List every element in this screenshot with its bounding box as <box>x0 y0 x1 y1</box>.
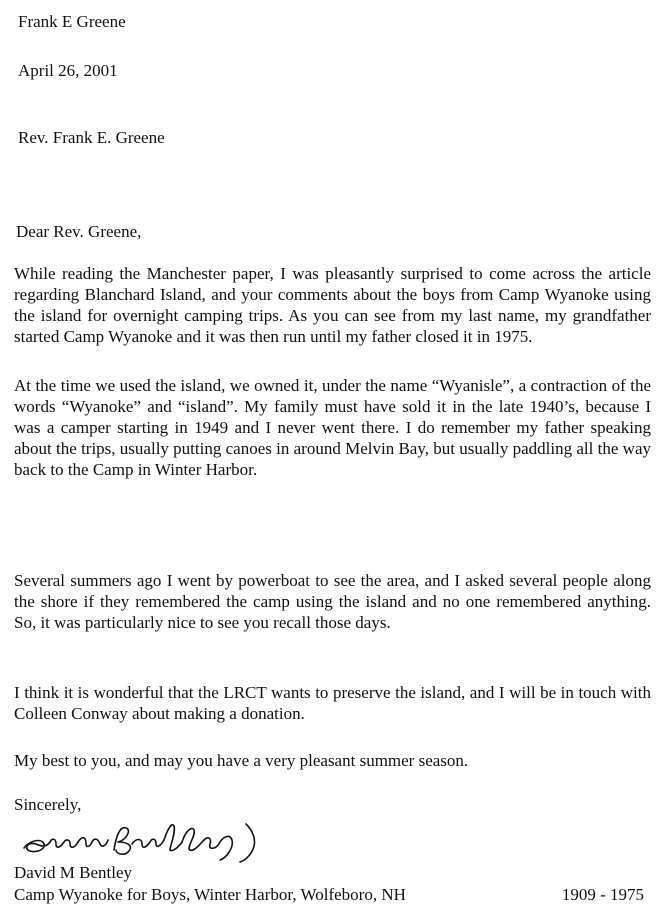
paragraph-2: At the time we used the island, we owned it, under the name “Wyanisle”, a contraction of the words “Wyanoke” and “island”. My family must have sold it in the late 1940’s, because I was a camper starting in 1949 and I never went there. I do remember my father speaking about the trips, usually putting canoes in around Melvin Bay, but usually paddling all the way back to the Camp in Winter Harbor. <box>14 376 651 479</box>
letter-date: April 26, 2001 <box>18 61 118 80</box>
salutation: Dear Rev. Greene, <box>16 222 142 241</box>
letterhead-footer <box>14 884 644 905</box>
typed-signature-name: David M Bentley <box>14 863 133 882</box>
handwritten-signature <box>20 814 270 866</box>
paragraph-4: I think it is wonderful that the LRCT wants to preserve the island, and I will be in touch with Colleen Conway about making a donation. <box>14 683 651 723</box>
camp-years: 1909 - 1975 <box>561 885 644 904</box>
closing: Sincerely, <box>14 795 82 814</box>
sender-name: Frank E Greene <box>18 12 126 31</box>
paragraph-1: While reading the Manchester paper, I was pleasantly surprised to come across the article regarding Blanchard Island, and your comments about the boys from Camp Wyanoke using the island for overnight camping trips. As you can see from my last name, my grandfather started Camp Wyanoke and it was then run until my father closed it in 1975. <box>14 264 651 346</box>
paragraph-3: Several summers ago I went by powerboat to see the area, and I asked several people along the shore if they remembered the camp using the island and no one remembered anything. So, it was particularly nice to see you recall those days. <box>14 571 651 632</box>
paragraph-5: My best to you, and may you have a very pleasant summer season. <box>14 751 469 770</box>
camp-organization: Camp Wyanoke for Boys, Winter Harbor, Wolfeboro, NH <box>14 885 406 904</box>
recipient-name: Rev. Frank E. Greene <box>18 128 165 147</box>
